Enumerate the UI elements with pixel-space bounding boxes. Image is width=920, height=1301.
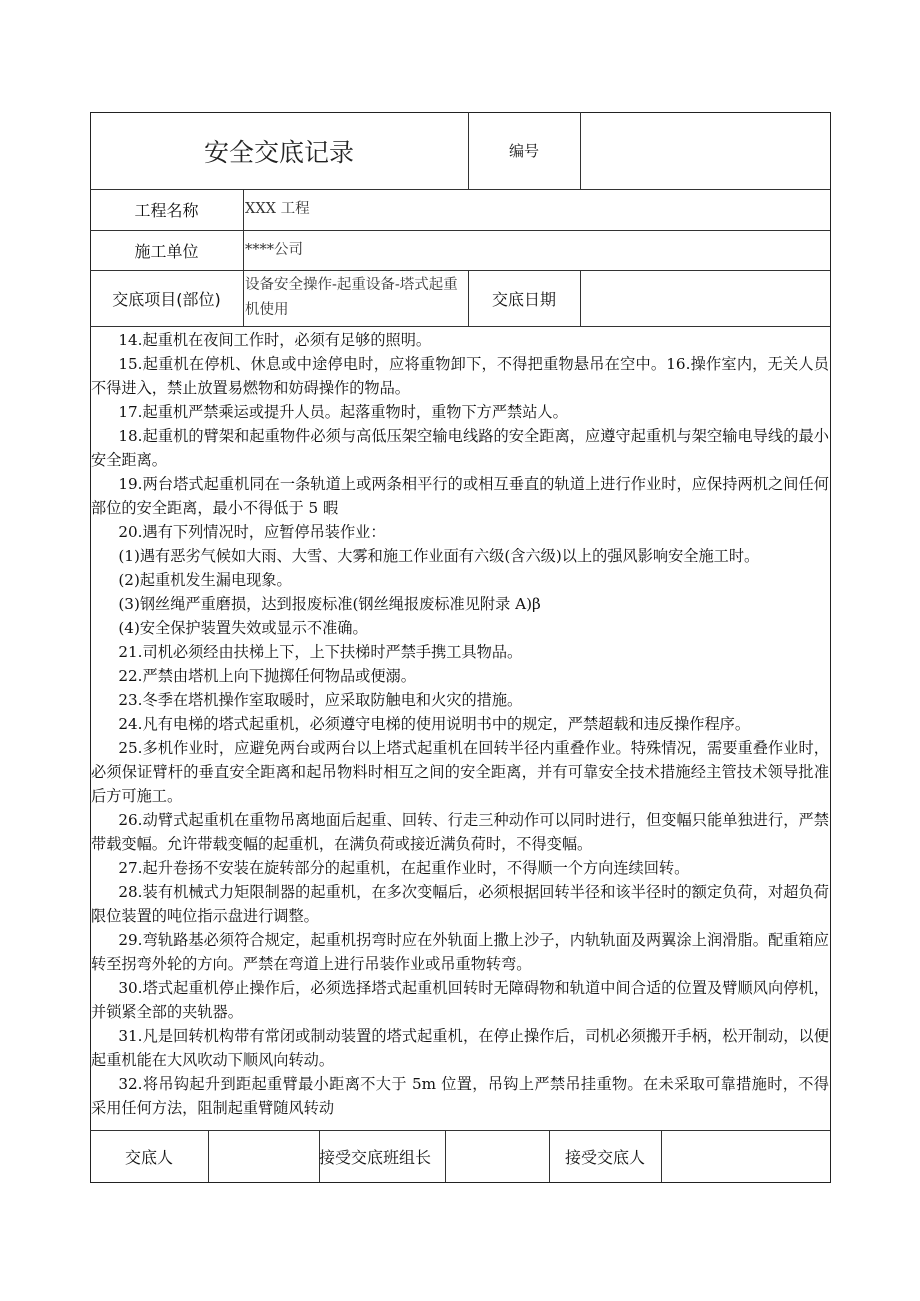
instruction-paragraph: 24.凡有电梯的塔式起重机，必须遵守电梯的使用说明书中的规定，严禁超载和违反操作程序。: [118, 715, 751, 733]
receiver-label: 接受交底人: [564, 1147, 645, 1167]
instruction-paragraph: 29.弯轨路基必须符合规定，起重机拐弯时应在外轨面上撒上沙子，内轨轨面及两翼涂上润滑脂。配重箱应转至拐弯外轮的方向。严禁在弯道上进行吊装作业或吊重物转弯。: [91, 931, 829, 973]
item-value[interactable]: 设备安全操作-起重设备-塔式起重机使用: [245, 277, 458, 318]
presenter-field[interactable]: [208, 1130, 319, 1182]
instruction-paragraph: 23.冬季在塔机操作室取暖时，应采取防触电和火灾的措施。: [118, 691, 523, 709]
instruction-paragraph: (3)钢丝绳严重磨损，达到报废标准(钢丝绳报废标准见附录 A)β: [118, 595, 541, 613]
instruction-paragraph: (2)起重机发生漏电现象。: [118, 571, 292, 589]
contractor-value[interactable]: ****公司: [245, 241, 303, 258]
instruction-paragraph: 15.起重机在停机、休息或中途停电时，应将重物卸下，不得把重物悬吊在空中。16.操作室内，无关人员不得进入，禁止放置易燃物和妨碍操作的物品。: [91, 355, 829, 397]
number-label: 编号: [508, 142, 539, 160]
contractor-label: 施工单位: [134, 241, 199, 261]
project-name-label: 工程名称: [134, 201, 199, 220]
instruction-paragraph: 14.起重机在夜间工作时，必须有足够的照明。: [118, 331, 432, 349]
instruction-paragraph: 17.起重机严禁乘运或提升人员。起落重物时，重物下方严禁站人。: [118, 403, 568, 421]
date-label: 交底日期: [491, 289, 556, 309]
instruction-paragraph: 19.两台塔式起重机同在一条轨道上或两条相平行的或相互垂直的轨道上进行作业时，应保持两机之间任何部位的安全距离，最小不得低于 5 暇: [91, 475, 829, 517]
instruction-paragraph: 18.起重机的臂架和起重物件必须与高低压架空输电线路的安全距离，应遵守起重机与架空输电导线的最小安全距离。: [91, 427, 829, 469]
divider: [90, 326, 830, 327]
instruction-paragraph: 32.将吊钩起升到距起重臂最小距离不大于 5m 位置，吊钩上严禁吊挂重物。在未采取可靠措施时，不得采用任何方法，阻制起重臂随风转动: [91, 1075, 829, 1117]
team-leader-field[interactable]: [445, 1130, 549, 1182]
instruction-paragraph: 31.凡是回转机构带有常闭或制动装置的塔式起重机，在停止操作后，司机必须搬开手柄，松开制动，以便起重机能在大风吹动下顺风向转动。: [91, 1027, 829, 1069]
project-name-value[interactable]: XXX 工程: [245, 201, 310, 217]
instruction-paragraph: (4)安全保护装置失效或显示不准确。: [118, 619, 368, 637]
team-leader-label: 接受交底班组长: [319, 1147, 432, 1167]
instruction-paragraph: 21.司机必须经由扶梯上下，上下扶梯时严禁手携工具物品。: [118, 643, 523, 661]
instruction-paragraph: 28.装有机械式力矩限制器的起重机，在多次变幅后，必须根据回转半径和该半径时的额定负荷，对超负荷限位装置的吨位指示盘进行调整。: [91, 883, 829, 925]
instruction-paragraph: 30.塔式起重机停止操作后，必须选择塔式起重机回转时无障碍物和轨道中间合适的位置及臂顺风向停机，并锁紧全部的夹轨器。: [91, 979, 829, 1021]
instruction-paragraph: 26.动臂式起重机在重物吊离地面后起重、回转、行走三种动作可以同时进行，但变幅只能单独进行，严禁带载变幅。允许带载变幅的起重机，在满负荷或接近满负荷时，不得变幅。: [91, 811, 829, 853]
presenter-label: 交底人: [124, 1147, 173, 1167]
instruction-paragraph: 27.起升卷扬不安装在旋转部分的起重机，在起重作业时，不得顺一个方向连续回转。: [118, 859, 690, 877]
instruction-paragraph: 22.严禁由塔机上向下抛掷任何物品或便溺。: [118, 667, 416, 685]
receiver-field[interactable]: [661, 1130, 830, 1182]
instructions-body: [91, 328, 829, 1129]
date-field[interactable]: [580, 270, 830, 326]
page-title: 安全交底记录: [203, 137, 354, 167]
instruction-paragraph: 25.多机作业时，应避免两台或两台以上塔式起重机在回转半径内重叠作业。特殊情况，需要重叠作业时，必须保证臂杆的垂直安全距离和起吊物料时相互之间的安全距离，并有可靠安全技术措施经主管技术领导批准后方可施工。: [91, 739, 829, 805]
number-field[interactable]: [580, 112, 830, 189]
item-label: 交底项目(部位): [112, 289, 221, 309]
instruction-paragraph: (1)遇有恶劣气候如大雨、大雪、大雾和施工作业面有六级(含六级)以上的强风影响安全施工时。: [118, 547, 760, 565]
instruction-paragraph: 20.遇有下列情况时，应暂停吊装作业：: [118, 523, 386, 541]
